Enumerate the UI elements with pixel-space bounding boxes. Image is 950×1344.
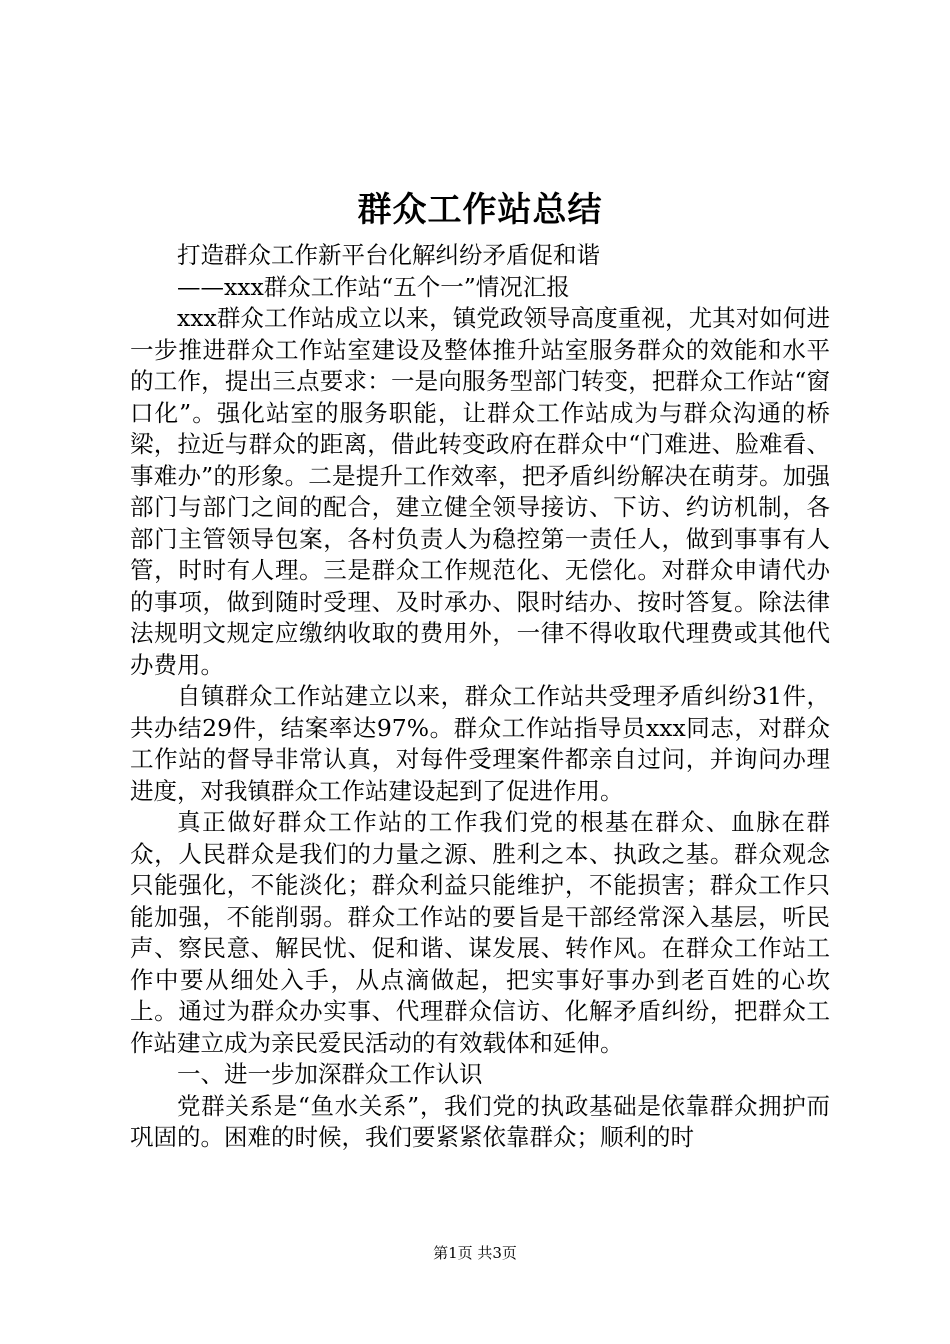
body-paragraph: 自镇群众工作站建立以来，群众工作站共受理矛盾纠纷31件，共办结29件，结案率达97%。群众工作站指导员xxx同志，对群众工作站的督导非常认真，对每件受理案件都亲自过问，并询问办理进度，对我镇群众工作站建设起到了促进作用。 [130, 682, 830, 805]
document-subtitle: 打造群众工作新平台化解纠纷矛盾促和谐 [177, 241, 600, 269]
document-title: 群众工作站总结 [357, 190, 603, 230]
body-paragraph: xxx群众工作站成立以来，镇党政领导高度重视，尤其对如何进一步推进群众工作站室建设及整体推升站室服务群众的效能和水平的工作，提出三点要求：一是向服务型部门转变，把群众工作站“窗口化”。强化站室的服务职能，让群众工作站成为与群众沟通的桥梁，拉近与群众的距离，借此转变政府在群众中“门难进、脸难看、事难办”的形象。二是提升工作效率，把矛盾纠纷解决在萌芽。加强部门与部门之间的配合，建立健全领导接访、下访、约访机制，各部门主管领导包案，各村负责人为稳控第一责任人，做到事事有人管，时时有人理。三是群众工作规范化、无偿化。对群众申请代办的事项，做到随时受理、及时承办、限时结办、按时答复。除法律法规明文规定应缴纳收取的费用外，一律不得收取代理费或其他代办费用。 [130, 304, 830, 679]
document-page [130, 182, 830, 1154]
body-paragraph: 真正做好群众工作站的工作我们党的根基在群众、血脉在群众，人民群众是我们的力量之源、胜利之本、执政之基。群众观念只能强化，不能淡化；群众利益只能维护，不能损害；群众工作只能加强，不能削弱。群众工作站的要旨是干部经常深入基层，听民声、察民意、解民忧、促和谐、谋发展、转作风。在群众工作站工作中要从细处入手，从点滴做起，把实事好事办到老百姓的心坎上。通过为群众办实事、代理群众信访、化解矛盾纠纷，把群众工作站建立成为亲民爱民活动的有效载体和延伸。 [130, 808, 830, 1057]
page-number-footer: 第1页 共3页 [433, 1244, 517, 1262]
body-paragraph: 党群关系是“鱼水关系”，我们党的执政基础是依靠群众拥护而巩固的。困难的时候，我们要紧紧依靠群众；顺利的时 [130, 1091, 830, 1151]
section-heading: 一、进一步加深群众工作认识 [177, 1060, 483, 1088]
document-report-line: ——xxx群众工作站“五个一”情况汇报 [177, 272, 570, 301]
